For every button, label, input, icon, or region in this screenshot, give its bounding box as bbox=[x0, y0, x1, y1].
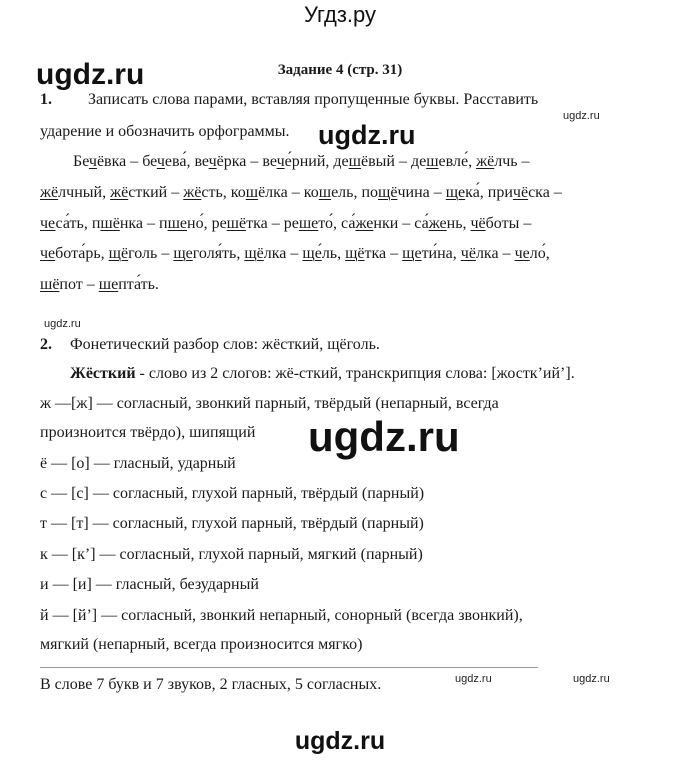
task1-text-line1: Записать слова парами, вставляя пропущенные буквы. Расставить bbox=[88, 91, 539, 108]
sound-line: к — [к’] — согласный, глухой парный, мягкий (парный) bbox=[40, 546, 423, 563]
word-text: ёлка – ко bbox=[258, 184, 319, 201]
watermark-bottom: ugdz.ru bbox=[294, 727, 386, 755]
orthogram: ч bbox=[208, 153, 217, 170]
sound-line: й — [й’] — согласный, звонкий непарный, сонорный (всегда звонкий), bbox=[40, 607, 523, 624]
sound-line: и — [и] — гласный, безударный bbox=[40, 576, 259, 593]
sound-line: т — [т] — согласный, глухой парный, твёрдый (парный) bbox=[40, 515, 424, 532]
word-text: пта́ть. bbox=[118, 276, 159, 293]
orthogram: ше bbox=[167, 215, 187, 232]
orthogram: жё bbox=[476, 153, 495, 170]
word-text: сть, ко bbox=[201, 184, 246, 201]
task1-text-line2: ударение и обозначить орфограммы. bbox=[40, 123, 290, 140]
word-text: пот – bbox=[59, 276, 99, 293]
site-title: Угдз.ру bbox=[303, 2, 377, 27]
word-text: голя́ть, bbox=[192, 245, 245, 262]
word-text: е́рний, де bbox=[284, 153, 349, 170]
word-desc: - слово из 2 слогов: жё-сткий, транскрипция слова: [жостк’ий’]. bbox=[135, 365, 575, 382]
word-text: нки – са́ bbox=[373, 215, 429, 232]
word-text: тка – bbox=[364, 245, 403, 262]
orthogram: чё bbox=[470, 215, 486, 232]
watermark-mid: ugdz.ru bbox=[318, 120, 416, 150]
word-text: то́, са́ bbox=[318, 215, 356, 232]
orthogram: же bbox=[428, 215, 447, 232]
orthogram: ш bbox=[426, 153, 439, 170]
task-heading: Задание 4 (стр. 31) bbox=[277, 62, 403, 78]
word-text: са́ть, п bbox=[55, 215, 101, 232]
orthogram: ще bbox=[173, 245, 193, 262]
orthogram: чё bbox=[512, 184, 529, 201]
word-analysis-header bbox=[70, 364, 575, 384]
sound-line: произноится твёрдо), шипящий bbox=[40, 424, 256, 441]
word-text: бота́рь, bbox=[55, 245, 109, 262]
orthogram: жё bbox=[110, 184, 129, 201]
orthogram: ще bbox=[402, 245, 422, 262]
word-text: лка – bbox=[263, 245, 303, 262]
task2-title: Фонетический разбор слов: жёсткий, щёголь. bbox=[70, 336, 380, 353]
orthogram: щё bbox=[108, 245, 129, 262]
word-text: ка́, при bbox=[465, 184, 513, 201]
orthogram: ч bbox=[88, 153, 97, 170]
orthogram: че bbox=[514, 245, 530, 262]
sound-line: с — [с] — согласный, глухой парный, твёрдый (парный) bbox=[40, 485, 425, 502]
orthogram: щё bbox=[244, 245, 264, 262]
word-pairs-line-5 bbox=[40, 275, 159, 295]
word-text: ́ль, bbox=[321, 245, 346, 262]
orthogram: ще bbox=[445, 184, 466, 201]
word-text: голь – bbox=[128, 245, 174, 262]
word-text: нь, bbox=[446, 215, 471, 232]
task1-number: 1. bbox=[40, 91, 52, 108]
orthogram: щё bbox=[345, 245, 365, 262]
word-pairs-line-1 bbox=[73, 152, 530, 172]
word-text: ска – bbox=[528, 184, 562, 201]
word-text: ёвый – де bbox=[360, 153, 427, 170]
orthogram: шё bbox=[226, 215, 247, 232]
orthogram: че bbox=[40, 215, 56, 232]
orthogram: жё bbox=[183, 184, 202, 201]
orthogram: ч bbox=[276, 153, 285, 170]
word-text: но́, ре bbox=[187, 215, 227, 232]
sound-line: ё — [о] — гласный, ударный bbox=[40, 455, 236, 472]
sound-line: мягкий (непарный, всегда произносится мягко) bbox=[40, 636, 363, 653]
orthogram: ш bbox=[348, 153, 361, 170]
word-pairs-line-4 bbox=[40, 244, 550, 264]
orthogram: ч bbox=[156, 153, 165, 170]
word-text: ёвка – бе bbox=[96, 153, 157, 170]
word-text: чина – bbox=[397, 184, 446, 201]
orthogram: чё bbox=[460, 245, 476, 262]
watermark-bottom-right-2: ugdz.ru bbox=[573, 673, 610, 685]
watermark-top-left: ugdz.ru bbox=[36, 58, 145, 91]
word-text: нка – п bbox=[119, 215, 168, 232]
word-text: ло́, bbox=[529, 245, 550, 262]
word-text: тка – ре bbox=[246, 215, 299, 232]
orthogram: ше bbox=[98, 276, 119, 293]
word-pairs-line-3 bbox=[40, 214, 531, 234]
word-pairs-line-2 bbox=[40, 183, 562, 203]
orthogram: шё bbox=[40, 276, 60, 293]
word-text: Бе bbox=[73, 153, 89, 170]
word-text: ти́на, bbox=[421, 245, 461, 262]
word-text: лка – bbox=[475, 245, 515, 262]
orthogram: ше bbox=[298, 215, 319, 232]
summary-text: В слове 7 букв и 7 звуков, 2 гласных, 5 согласных. bbox=[40, 676, 382, 693]
divider-line bbox=[40, 667, 538, 668]
watermark-small-left: ugdz.ru bbox=[44, 318, 81, 330]
word-text: ель, по bbox=[331, 184, 379, 201]
word-text: боты – bbox=[485, 215, 532, 232]
watermark-center-big: ugdz.ru bbox=[308, 413, 460, 460]
word-text: лчь – bbox=[494, 153, 530, 170]
orthogram: шё bbox=[100, 215, 120, 232]
orthogram: ш bbox=[245, 184, 259, 201]
word-text: евле́, bbox=[438, 153, 477, 170]
orthogram: щё bbox=[378, 184, 398, 201]
orthogram: жё bbox=[40, 184, 59, 201]
orthogram: ще bbox=[302, 245, 322, 262]
watermark-bottom-right-1: ugdz.ru bbox=[455, 673, 492, 685]
sound-line: ж —[ж] — согласный, звонкий парный, твёрдый (непарный, всегда bbox=[40, 395, 499, 412]
orthogram: че bbox=[40, 245, 56, 262]
task2-number: 2. bbox=[40, 336, 52, 353]
word-text: ёрка – ве bbox=[216, 153, 277, 170]
word-bold: Жёсткий bbox=[70, 365, 136, 382]
word-text: сткий – bbox=[128, 184, 184, 201]
watermark-small-right-top: ugdz.ru bbox=[563, 110, 600, 122]
word-text: лчный, bbox=[58, 184, 111, 201]
word-text: ева́, ве bbox=[164, 153, 209, 170]
orthogram: же bbox=[355, 215, 374, 232]
orthogram: ш bbox=[318, 184, 332, 201]
